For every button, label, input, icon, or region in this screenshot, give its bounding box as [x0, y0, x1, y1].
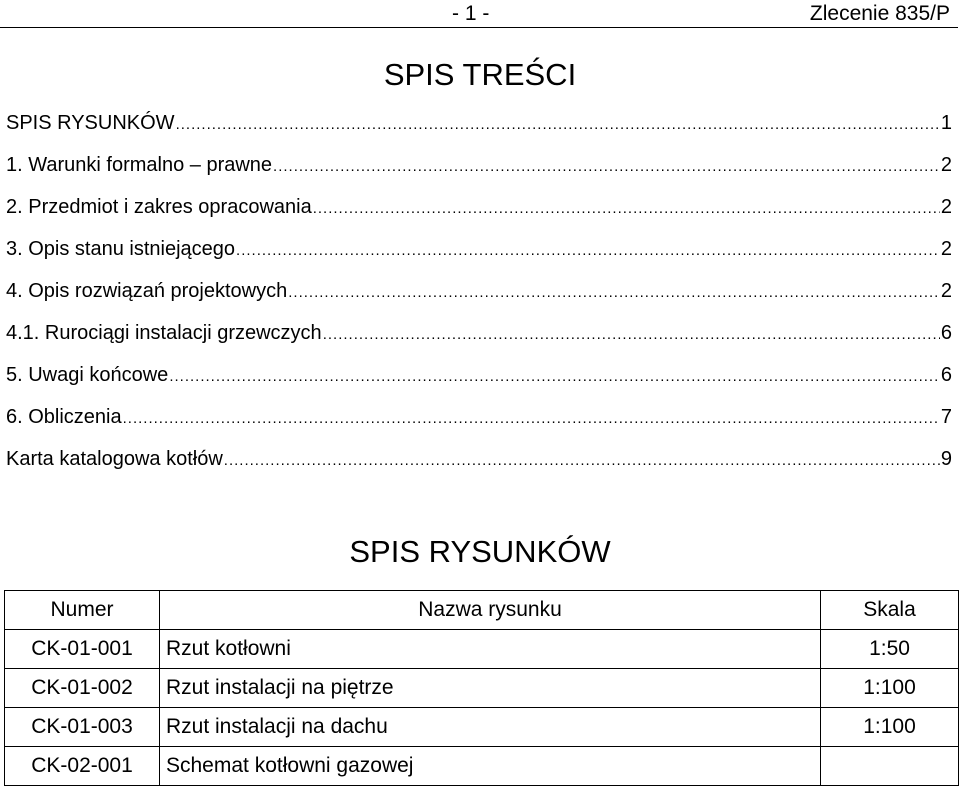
toc-entry-label: 4. Opis rozwiązań projektowych	[6, 280, 288, 302]
toc-entry-page: 7	[940, 406, 952, 428]
toc-entry-label: SPIS RYSUNKÓW	[6, 112, 175, 134]
column-header-number: Numer	[5, 591, 160, 630]
toc-entry-scope[interactable]	[6, 196, 952, 238]
table-row	[5, 669, 959, 708]
toc-title: SPIS TREŚCI	[383, 57, 577, 92]
toc-entry-page: 6	[940, 322, 952, 344]
page-header	[0, 0, 958, 28]
drawing-number: CK-01-002	[5, 669, 160, 708]
toc-entry-page: 6	[940, 364, 952, 386]
toc-entry-label: 6. Obliczenia	[6, 406, 122, 428]
column-header-scale: Skala	[821, 591, 959, 630]
toc-dot-leader	[323, 326, 940, 343]
table-row	[5, 630, 959, 669]
toc-dot-leader	[313, 200, 940, 217]
table-row	[5, 747, 959, 786]
drawing-scale: 1:100	[821, 669, 959, 708]
table-header-row	[5, 591, 959, 630]
toc-dot-leader	[273, 158, 940, 175]
toc-entry-calculations[interactable]	[6, 406, 952, 448]
drawing-scale	[821, 747, 959, 786]
order-number: Zlecenie 835/P	[809, 2, 950, 25]
drawing-name: Rzut kotłowni	[160, 630, 821, 669]
toc-entry-page: 2	[940, 280, 952, 302]
drawing-name: Rzut instalacji na piętrze	[160, 669, 821, 708]
toc-entry-design-solutions[interactable]	[6, 280, 952, 322]
table-row	[5, 708, 959, 747]
drawing-number: CK-01-003	[5, 708, 160, 747]
drawing-number: CK-01-001	[5, 630, 160, 669]
toc-entry-label: 4.1. Rurociągi instalacji grzewczych	[6, 322, 322, 344]
toc-entry-page: 1	[940, 112, 952, 134]
toc-entry-figures-list[interactable]	[6, 112, 952, 154]
toc-entry-heating-pipes[interactable]	[6, 322, 952, 364]
toc-entry-label: 2. Przedmiot i zakres opracowania	[6, 196, 312, 218]
toc-entry-label: 3. Opis stanu istniejącego	[6, 238, 236, 260]
figures-list-title: SPIS RYSUNKÓW	[349, 534, 611, 569]
toc-dot-leader	[236, 242, 940, 259]
toc-dot-leader	[123, 410, 940, 427]
table-of-contents	[6, 112, 952, 490]
toc-entry-final-notes[interactable]	[6, 364, 952, 406]
toc-entry-page: 9	[940, 448, 952, 470]
toc-entry-formal-conditions[interactable]	[6, 154, 952, 196]
toc-entry-boiler-catalog[interactable]	[6, 448, 952, 490]
drawing-name: Schemat kotłowni gazowej	[160, 747, 821, 786]
toc-dot-leader	[288, 284, 940, 301]
toc-dot-leader	[224, 452, 940, 469]
drawing-scale: 1:50	[821, 630, 959, 669]
toc-entry-label: 5. Uwagi końcowe	[6, 364, 169, 386]
toc-entry-page: 2	[940, 196, 952, 218]
toc-entry-page: 2	[940, 238, 952, 260]
page-number: - 1 -	[452, 2, 490, 25]
toc-entry-label: Karta katalogowa kotłów	[6, 448, 223, 470]
drawing-name: Rzut instalacji na dachu	[160, 708, 821, 747]
drawing-number: CK-02-001	[5, 747, 160, 786]
drawing-scale: 1:100	[821, 708, 959, 747]
toc-entry-label: 1. Warunki formalno – prawne	[6, 154, 273, 176]
figures-table	[4, 590, 959, 786]
toc-dot-leader	[176, 116, 940, 133]
toc-entry-existing-state[interactable]	[6, 238, 952, 280]
toc-dot-leader	[169, 368, 940, 385]
toc-entry-page: 2	[940, 154, 952, 176]
column-header-name: Nazwa rysunku	[160, 591, 821, 630]
